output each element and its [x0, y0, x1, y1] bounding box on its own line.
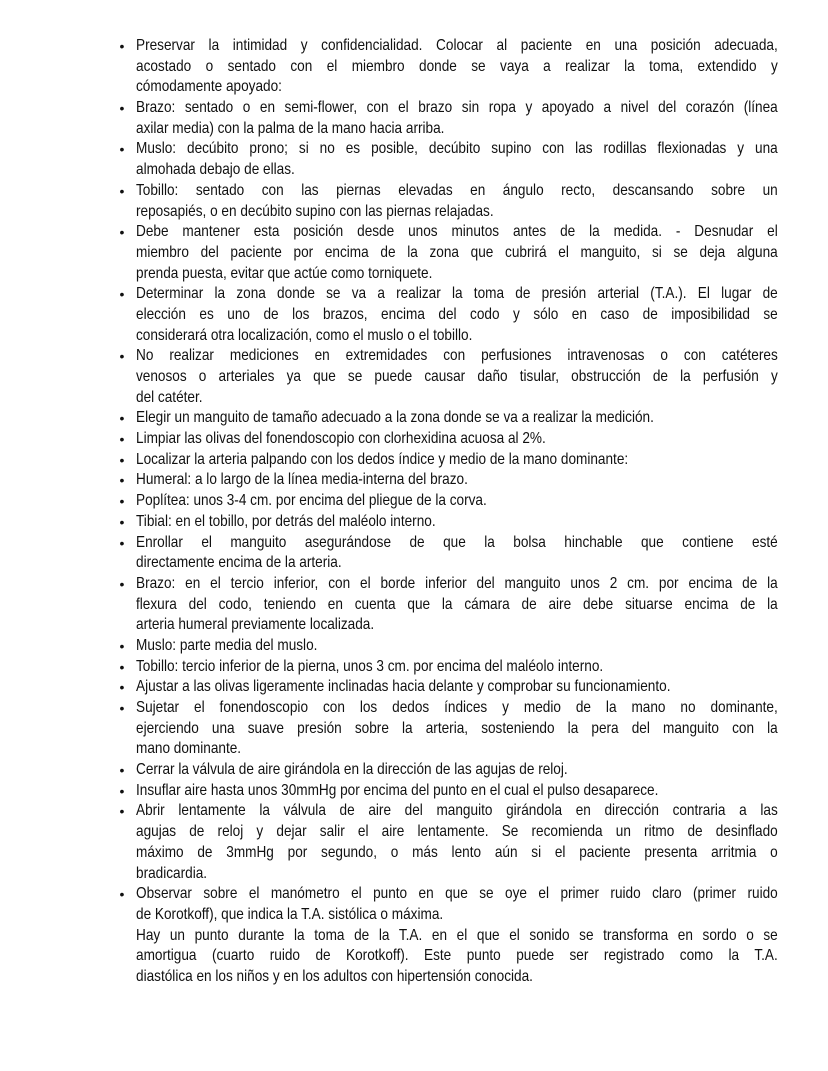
text-line: Localizar la arteria palpando con los dedos índice y medio de la mano dominante:: [136, 450, 629, 468]
list-item-text: [136, 677, 778, 698]
bullet-icon: •: [119, 348, 125, 365]
list-item: [0, 760, 828, 781]
text-line: No realizar mediciones en extremidades con perfusiones intravenosas o con catéteres: [136, 347, 778, 365]
list-item-text: [136, 429, 778, 450]
list-item-text: [136, 781, 778, 802]
text-line: Debe mantener esta posición desde unos minutos antes de la medida. - Desnudar el: [136, 223, 778, 241]
text-line: flexura del codo, teniendo en cuenta que la cámara de aire debe situarse encima de la: [136, 595, 778, 613]
bullet-icon: •: [119, 575, 125, 592]
text-line: Poplítea: unos 3-4 cm. por encima del pliegue de la corva.: [136, 492, 487, 510]
list-item-text: [136, 491, 778, 512]
text-line: Tobillo: sentado con las piernas elevadas en ángulo recto, descansando sobre un: [136, 181, 778, 199]
list-item-text: [136, 346, 778, 408]
list-item-text: [136, 222, 778, 284]
text-line: agujas de reloj y dejar salir el aire lentamente. Se recomienda un ritmo de desinflado: [136, 823, 778, 841]
text-line: cómodamente apoyado:: [136, 78, 282, 96]
text-line: reposapiés, o en decúbito supino con las piernas relajadas.: [136, 202, 494, 220]
text-line: Limpiar las olivas del fonendoscopio con clorhexidina acuosa al 2%.: [136, 430, 546, 448]
list-item-text: [136, 760, 778, 781]
text-line: diastólica en los niños y en los adultos con hipertensión conocida.: [136, 967, 533, 985]
list-item: [0, 346, 828, 408]
list-item: [0, 512, 828, 533]
text-line: acostado o sentado con el miembro donde se vaya a realizar la toma, extendido y: [136, 57, 778, 75]
bullet-icon: •: [119, 762, 125, 779]
list-item-text: [136, 636, 778, 657]
list-item-text: [136, 512, 778, 533]
list-item-text: [136, 884, 778, 925]
list-item: [0, 139, 828, 180]
bullet-icon: •: [119, 803, 125, 820]
text-line: máximo de 3mmHg por segundo, o más lento aún si el paciente presenta arritmia o: [136, 843, 778, 861]
text-line: Cerrar la válvula de aire girándola en la dirección de las agujas de reloj.: [136, 761, 568, 779]
list-item-text: [136, 36, 778, 98]
list-item: [0, 450, 828, 471]
list-item-text: [136, 450, 778, 471]
bullet-icon: •: [119, 38, 125, 54]
text-line: Abrir lentamente la válvula de aire del manguito girándola en dirección contraria a las: [136, 802, 778, 820]
list-item: [0, 470, 828, 491]
list-item: [0, 636, 828, 657]
list-item: [0, 884, 828, 925]
text-line: mano dominante.: [136, 740, 242, 758]
text-line: Humeral: a lo largo de la línea media-interna del brazo.: [136, 471, 468, 489]
list-item-text: [136, 284, 778, 346]
text-line: almohada debajo de ellas.: [136, 161, 295, 179]
text-line: axilar media) con la palma de la mano hacia arriba.: [136, 119, 445, 137]
text-line: Ajustar a las olivas ligeramente inclinadas hacia delante y comprobar su funcionamiento.: [136, 678, 671, 696]
bullet-icon: •: [119, 472, 125, 489]
list-item: [0, 222, 828, 284]
list-item: [0, 698, 828, 760]
text-line: Elegir un manguito de tamaño adecuado a la zona donde se va a realizar la medición.: [136, 409, 654, 427]
text-line: de Korotkoff), que indica la T.A. sistólica o máxima.: [136, 905, 444, 923]
document-bullet-list: [0, 36, 828, 988]
bullet-icon: •: [119, 286, 125, 303]
text-line: Hay un punto durante la toma de la T.A. en el que el sonido se transforma en sordo o se: [136, 926, 778, 944]
continuation-paragraph: [0, 926, 828, 988]
list-item: [0, 533, 828, 574]
list-item: [0, 181, 828, 222]
text-line: Determinar la zona donde se va a realizar la toma de presión arterial (T.A.). El lugar de: [136, 285, 778, 303]
text-line: prenda puesta, evitar que actúe como torniquete.: [136, 264, 433, 282]
text-line: Tibial: en el tobillo, por detrás del maléolo interno.: [136, 512, 436, 530]
list-item-text: [136, 408, 778, 429]
list-item: [0, 408, 828, 429]
text-line: Insuflar aire hasta unos 30mmHg por encima del punto en el cual el pulso desaparece.: [136, 781, 659, 799]
list-item-text: [136, 657, 778, 678]
text-line: amortigua (cuarto ruido de Korotkoff). Este punto puede ser registrado como la T.A.: [136, 947, 778, 965]
list-item: [0, 491, 828, 512]
bullet-icon: •: [119, 141, 125, 158]
bullet-icon: •: [119, 637, 125, 654]
bullet-icon: •: [119, 410, 125, 427]
text-line: directamente encima de la arteria.: [136, 554, 342, 572]
text-line: Enrollar el manguito asegurándose de que la bolsa hinchable que contiene esté: [136, 533, 778, 551]
bullet-icon: •: [119, 182, 125, 199]
list-item-text: [136, 926, 778, 988]
text-line: Sujetar el fonendoscopio con los dedos índices y medio de la mano no dominante,: [136, 699, 778, 716]
text-line: Preservar la intimidad y confidencialidad. Colocar al paciente en una posición adecuada,: [136, 37, 778, 54]
text-line: miembro del paciente por encima de la zona que cubrirá el manguito, si se deja alguna: [136, 243, 778, 261]
text-line: Brazo: en el tercio inferior, con el borde inferior del manguito unos 2 cm. por encima de la: [136, 574, 778, 592]
text-line: bradicardia.: [136, 864, 208, 882]
text-line: ejerciendo una suave presión sobre la arteria, sosteniendo la pera del manguito con la: [136, 719, 778, 737]
text-line: arteria humeral previamente localizada.: [136, 616, 375, 634]
text-line: Tobillo: tercio inferior de la pierna, unos 3 cm. por encima del maléolo interno.: [136, 657, 604, 675]
bullet-icon: •: [119, 886, 125, 903]
text-line: venosos o arteriales ya que se puede causar daño tisular, obstrucción de la perfusión y: [136, 368, 778, 385]
text-line: elección es uno de los brazos, encima del codo y sólo en caso de imposibilidad se: [136, 305, 778, 323]
list-item-text: [136, 181, 778, 222]
bullet-icon: •: [119, 700, 125, 716]
bullet-icon: •: [119, 658, 125, 675]
list-item: [0, 677, 828, 698]
text-line: Muslo: parte media del muslo.: [136, 636, 318, 654]
list-item-text: [136, 698, 778, 760]
text-line: considerará otra localización, como el muslo o el tobillo.: [136, 326, 473, 344]
list-item: [0, 657, 828, 678]
bullet-icon: •: [119, 513, 125, 530]
list-item-text: [136, 98, 778, 139]
list-item-text: [136, 139, 778, 180]
bullet-icon: •: [119, 451, 125, 468]
list-item: [0, 781, 828, 802]
text-line: Muslo: decúbito prono; si no es posible, decúbito supino con las rodillas flexionadas y una: [136, 140, 778, 158]
list-item-text: [136, 801, 778, 884]
bullet-icon: •: [119, 534, 125, 551]
text-line: Brazo: sentado o en semi-flower, con el brazo sin ropa y apoyado a nivel del corazón (línea: [136, 99, 778, 117]
bullet-icon: •: [119, 493, 125, 510]
list-item: [0, 36, 828, 98]
list-item: [0, 98, 828, 139]
bullet-icon: •: [119, 782, 125, 799]
list-item: [0, 574, 828, 636]
text-line: del catéter.: [136, 388, 203, 406]
list-item: [0, 284, 828, 346]
text-line: Observar sobre el manómetro el punto en que se oye el primer ruido claro (primer ruido: [136, 885, 778, 903]
bullet-icon: •: [119, 679, 125, 696]
list-item: [0, 429, 828, 450]
bullet-icon: •: [119, 431, 125, 448]
list-item-text: [136, 470, 778, 491]
bullet-icon: •: [119, 100, 125, 117]
list-item-text: [136, 533, 778, 574]
bullet-icon: •: [119, 224, 125, 241]
list-item: [0, 801, 828, 884]
list-item-text: [136, 574, 778, 636]
